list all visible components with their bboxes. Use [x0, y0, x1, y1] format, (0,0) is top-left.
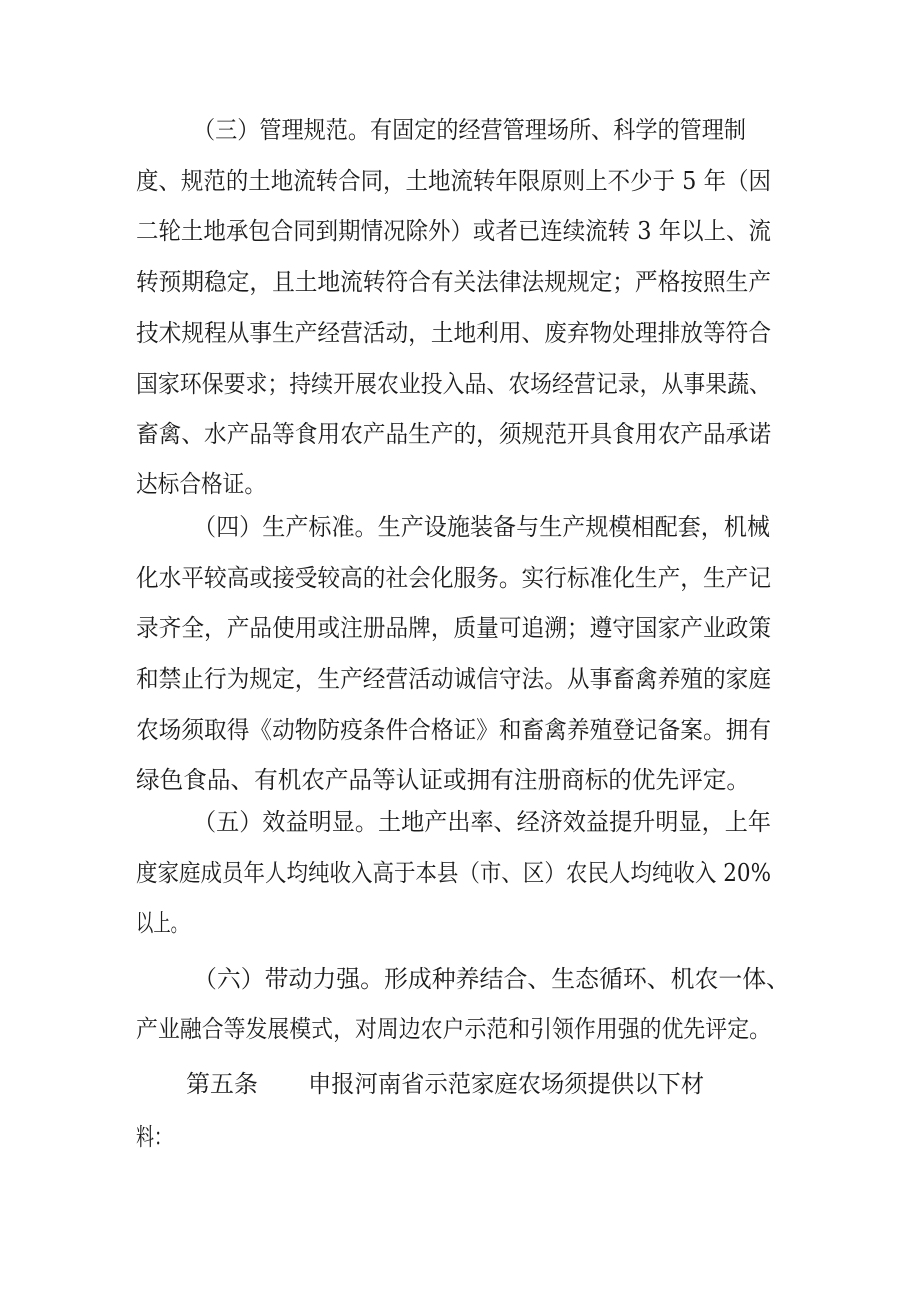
section-3-line-8	[0, 461, 920, 507]
section-5-line-3	[0, 900, 920, 946]
section-6-text-1: （六）带动力强。形成种养结合、生态循环、机农一体、	[193, 965, 790, 993]
section-5-line-2	[0, 850, 920, 896]
section-4-line-1	[0, 504, 920, 550]
section-3-text-8: 达标合格证。	[136, 470, 266, 498]
section-3-line-4	[0, 259, 920, 305]
section-4-text-4: 和禁止行为规定，生产经营活动诚信守法。从事畜禽养殖的家庭	[136, 665, 771, 693]
section-4-text-5: 农场须取得《动物防疫条件合格证》和畜禽养殖登记备案。拥有	[136, 716, 771, 744]
section-5-text-3: 以上。	[136, 909, 188, 937]
section-3-text-2: 度、规范的土地流转合同，土地流转年限原则上不少于 5 年（因	[136, 167, 771, 195]
section-3-text-7: 畜禽、水产品等食用农产品生产的，须规范开具食用农产品承诺	[136, 420, 771, 448]
section-3-line-7	[0, 411, 920, 457]
section-3-text-4: 转预期稳定，且土地流转符合有关法律法规规定；严格按照生产	[136, 268, 771, 296]
section-4-text-1: （四）生产标准。生产设施装备与生产规模相配套，机械	[193, 513, 770, 541]
section-6-text-2: 产业融合等发展模式，对周边农户示范和引领作用强的优先评定。	[136, 1015, 771, 1043]
section-6-line-1	[0, 956, 920, 1002]
section-3-line-6	[0, 361, 920, 407]
section-4-text-6: 绿色食品、有机农产品等认证或拥有注册商标的优先评定。	[136, 766, 750, 794]
section-4-line-2	[0, 555, 920, 601]
section-5-line-1	[0, 799, 920, 845]
section-4-line-6	[0, 757, 920, 803]
section-4-text-2: 化水平较高或接受较高的社会化服务。实行标准化生产，生产记	[136, 564, 771, 592]
section-4-line-5	[0, 707, 920, 753]
article-5-text-2: 料：	[136, 1123, 172, 1151]
section-4-line-3	[0, 605, 920, 651]
section-3-line-5	[0, 310, 920, 356]
section-5-text-1: （五）效益明显。土地产出率、经济效益提升明显，上年	[193, 808, 771, 836]
article-number: 第五条	[186, 1070, 258, 1098]
section-3-text-6: 国家环保要求；持续开展农业投入品、农场经营记录，从事果蔬、	[136, 370, 771, 398]
article-5-line-1	[0, 1061, 920, 1107]
section-4-line-4	[0, 656, 920, 702]
article-5-text-1: 申报河南省示范家庭农场须提供以下材	[308, 1070, 704, 1098]
section-3-line-2	[0, 158, 920, 204]
section-3-text-5: 技术规程从事生产经营活动，土地利用、废弃物处理排放等符合	[136, 319, 771, 347]
article-5-line-2	[0, 1114, 920, 1160]
section-3-line-3	[0, 208, 920, 254]
section-6-line-2	[0, 1006, 920, 1052]
section-5-text-2: 度家庭成员年人均纯收入高于本县（市、区）农民人均纯收入 20%	[136, 859, 771, 887]
section-4-text-3: 录齐全，产品使用或注册品牌，质量可追溯；遵守国家产业政策	[136, 614, 771, 642]
section-3-text-1: （三）管理规范。有固定的经营管理场所、科学的管理制	[193, 116, 746, 144]
section-3-text-3: 二轮土地承包合同到期情况除外）或者已连续流转 3 年以上、流	[136, 217, 771, 245]
section-3-line-1	[0, 107, 920, 153]
